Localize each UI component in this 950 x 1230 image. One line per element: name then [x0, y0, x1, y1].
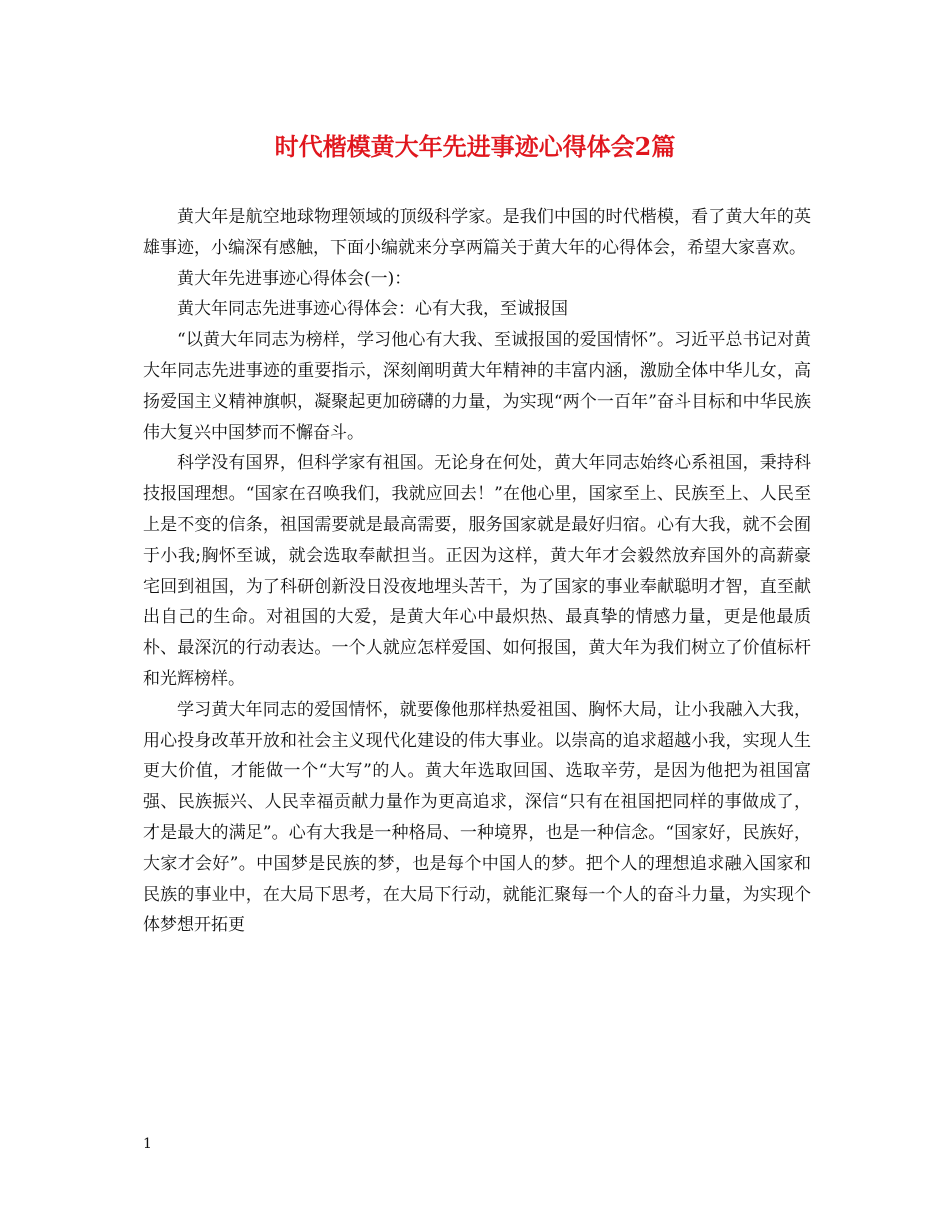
- paragraph-section-heading: 黄大年先进事迹心得体会(一)：: [177, 268, 412, 289]
- document-title: 时代楷模黄大年先进事迹心得体会2篇: [274, 132, 676, 161]
- paragraph-intro: 黄大年是航空地球物理领域的顶级科学家。是我们中国的时代楷模，看了黄大年的英雄事迹，小编深有感触，下面小编就来分享两篇关于黄大年的心得体会，希望大家喜欢。: [143, 207, 811, 258]
- paragraph-learning: 学习黄大年同志的爱国情怀，就要像他那样热爱祖国、胸怀大局，让小我融入大我，用心投身改革开放和社会主义现代化建设的伟大事业。以崇高的追求超越小我，实现人生更大价值，才能做一个“大写”的人。黄大年选取回国、选取辛劳，是因为他把为祖国富强、民族振兴、人民幸福贡献力量作为更高追求，深信“只有在祖国把同样的事做成了，才是最大的满足”。心有大我是一种格局、一种境界，也是一种信念。“国家好，民族好，大家才会好”。中国梦是民族的梦，也是每个中国人的梦。把个人的理想追求融入国家和民族的事业中，在大局下思考，在大局下行动，就能汇聚每一个人的奋斗力量，为实现个体梦想开拓更: [143, 699, 811, 936]
- page-number: 1: [143, 1136, 152, 1152]
- paragraph-quote: “以黄大年同志为榜样，学习他心有大我、至诚报国的爱国情怀”。习近平总书记对黄大年同志先进事迹的重要指示，深刻阐明黄大年精神的丰富内涵，激励全体中华儿女，高扬爱国主义精神旗帜，凝聚起更加磅礴的力量，为实现“两个一百年”奋斗目标和中华民族伟大复兴中国梦而不懈奋斗。: [143, 330, 811, 443]
- paragraph-science: 科学没有国界，但科学家有祖国。无论身在何处，黄大年同志始终心系祖国，秉持科技报国理想。“国家在召唤我们，我就应回去！”在他心里，国家至上、民族至上、人民至上是不变的信条，祖国需要就是最高需要，服务国家就是最好归宿。心有大我，就不会囿于小我;胸怀至诚，就会选取奉献担当。正因为这样，黄大年才会毅然放弃国外的高薪豪宅回到祖国，为了科研创新没日没夜地埋头苦干，为了国家的事业奉献聪明才智，直至献出自己的生命。对祖国的大爱，是黄大年心中最炽热、最真挚的情感力量，更是他最质朴、最深沉的行动表达。一个人就应怎样爱国、如何报国，黄大年为我们树立了价值标杆和光辉榜样。: [143, 453, 811, 689]
- paragraph-subtitle: 黄大年同志先进事迹心得体会：心有大我，至诚报国: [177, 299, 568, 320]
- document-body: [143, 202, 811, 941]
